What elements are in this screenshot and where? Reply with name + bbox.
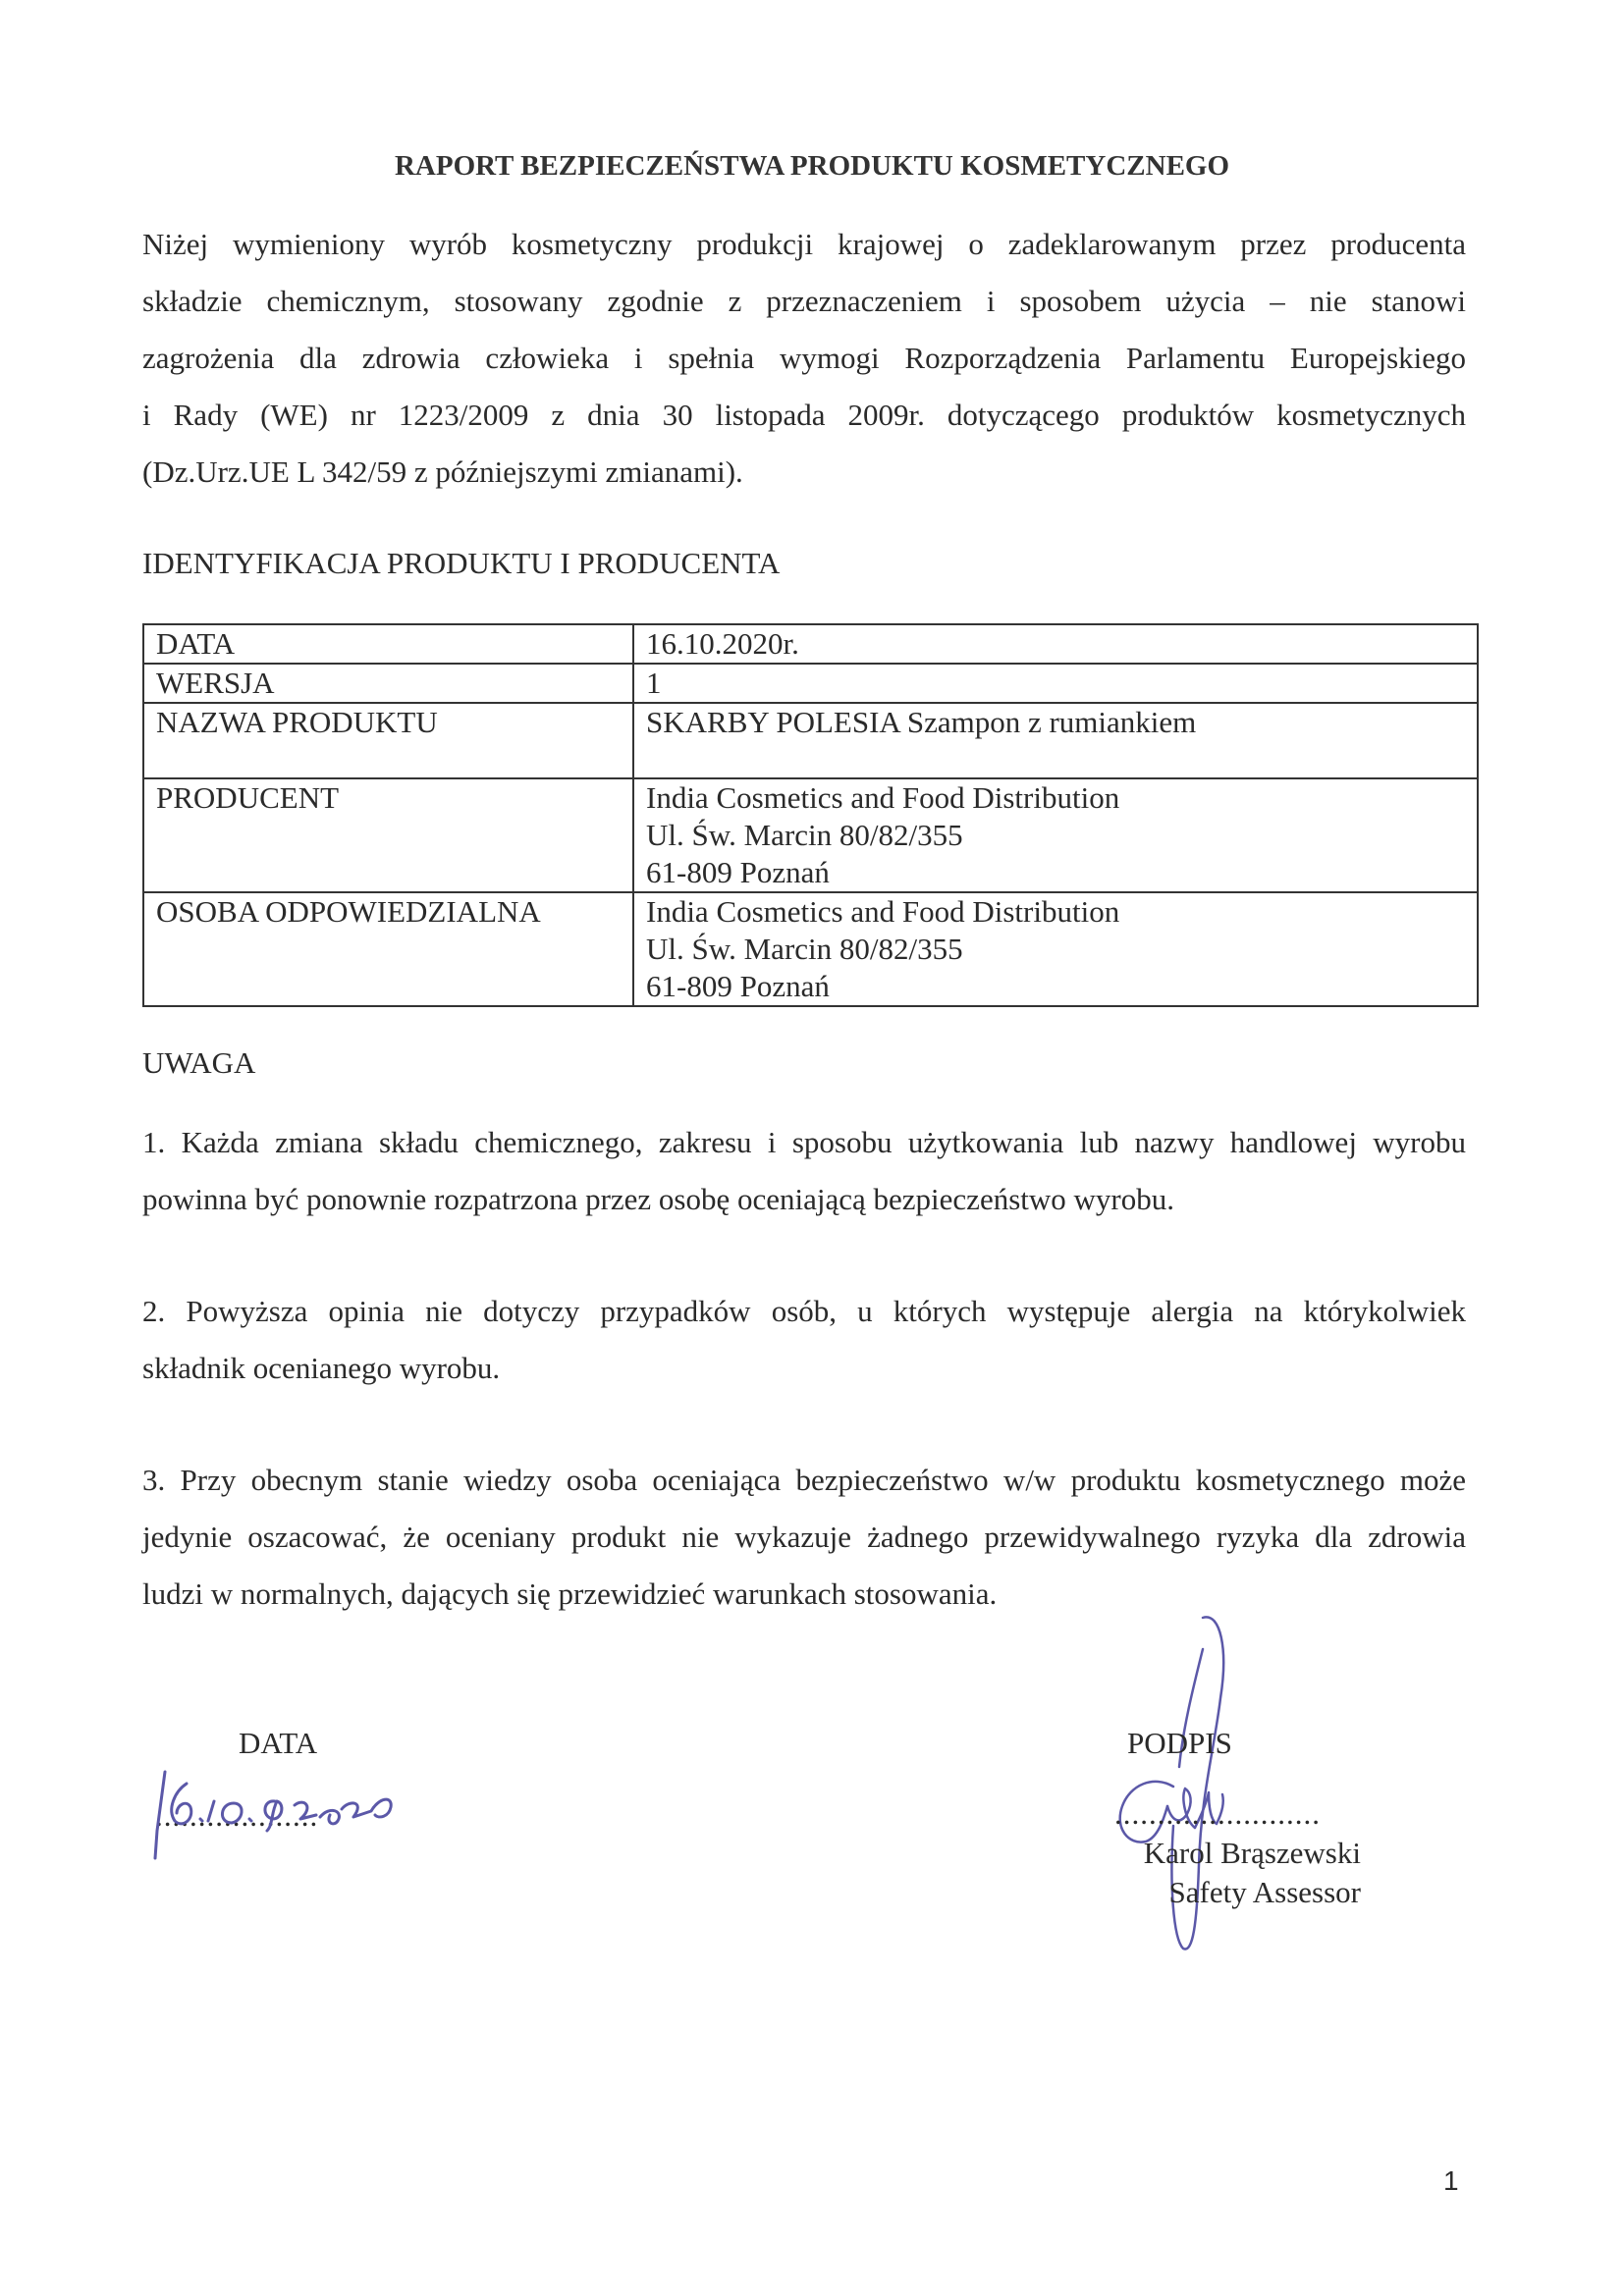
responsible-line: 61-809 Poznań — [646, 969, 830, 1003]
responsible-line: India Cosmetics and Food Distribution — [646, 894, 1120, 929]
note-3 — [142, 1452, 1466, 1623]
note-line: ludzi w normalnych, dających się przewidzieć warunkach stosowania. — [142, 1576, 998, 1611]
row-value-version: 1 — [633, 664, 1478, 703]
row-value-date: 16.10.2020r. — [633, 624, 1478, 664]
table-row — [143, 892, 1478, 1006]
intro-paragraph — [142, 216, 1466, 501]
notes-heading: UWAGA — [142, 1045, 256, 1080]
intro-line: (Dz.Urz.UE L 342/59 z późniejszymi zmianami). — [142, 454, 743, 489]
document-title: RAPORT BEZPIECZEŃSTWA PRODUKTU KOSMETYCZNEGO — [394, 150, 1230, 182]
intro-line: zagrożenia dla zdrowia człowieka i spełnia wymogi Rozporządzenia Parlamentu Europejskiego — [142, 341, 1466, 375]
note-line: 1. Każda zmiana składu chemicznego, zakresu i sposobu użytkowania lub nazwy handlowej wyrobu — [142, 1125, 1466, 1159]
handwritten-date — [147, 1762, 432, 1870]
intro-line: Niżej wymieniony wyrób kosmetyczny produkcji krajowej o zadeklarowanym przez producenta — [142, 227, 1466, 261]
row-label-date: DATA — [143, 624, 633, 664]
date-label: DATA — [239, 1726, 318, 1760]
note-line: składnik ocenianego wyrobu. — [142, 1351, 501, 1385]
intro-line: i Rady (WE) nr 1223/2009 z dnia 30 listopada 2009r. dotyczącego produktów kosmetycznych — [142, 398, 1466, 432]
note-line: jedynie oszacować, że oceniany produkt nie wykazuje żadnego przewidywalnego ryzyka dla zdrowia — [142, 1520, 1466, 1554]
intro-line: składzie chemicznym, stosowany zgodnie z przeznaczeniem i sposobem użycia – nie stanowi — [142, 284, 1466, 318]
producer-line: Ul. Św. Marcin 80/82/355 — [646, 818, 963, 852]
note-1 — [142, 1114, 1466, 1228]
identification-table — [142, 623, 1479, 1007]
producer-line: 61-809 Poznań — [646, 855, 830, 889]
assessor-name: Karol Brąszewski — [1143, 1836, 1361, 1870]
responsible-line: Ul. Św. Marcin 80/82/355 — [646, 932, 963, 966]
note-line: 3. Przy obecnym stanie wiedzy osoba oceniająca bezpieczeństwo w/w produktu kosmetycznego może — [142, 1463, 1466, 1497]
row-value-producer — [633, 778, 1478, 892]
row-label-version: WERSJA — [143, 664, 633, 703]
table-row — [143, 703, 1478, 778]
note-2 — [142, 1283, 1466, 1397]
table-row — [143, 624, 1478, 664]
producer-line: India Cosmetics and Food Distribution — [646, 780, 1120, 815]
row-label-producer: PRODUCENT — [143, 778, 633, 892]
row-label-responsible-person: OSOBA ODPOWIEDZIALNA — [143, 892, 633, 1006]
signature-label: PODPIS — [1127, 1726, 1232, 1760]
page-number: 1 — [1443, 2165, 1459, 2196]
signature-dots: ........................ — [1114, 1796, 1321, 1831]
row-value-product-name: SKARBY POLESIA Szampon z rumiankiem — [633, 703, 1478, 778]
row-value-responsible-person — [633, 892, 1478, 1006]
date-dots: ................... — [155, 1798, 319, 1833]
identification-heading: IDENTYFIKACJA PRODUKTU I PRODUCENTA — [142, 546, 781, 580]
row-label-product-name: NAZWA PRODUKTU — [143, 703, 633, 778]
assessor-role: Safety Assessor — [1168, 1875, 1361, 1909]
table-row — [143, 778, 1478, 892]
table-row — [143, 664, 1478, 703]
note-line: 2. Powyższa opinia nie dotyczy przypadków osób, u których występuje alergia na którykolwiek — [142, 1294, 1466, 1328]
note-line: powinna być ponownie rozpatrzona przez osobę oceniającą bezpieczeństwo wyrobu. — [142, 1182, 1174, 1216]
handwritten-signature — [1085, 1610, 1281, 1973]
